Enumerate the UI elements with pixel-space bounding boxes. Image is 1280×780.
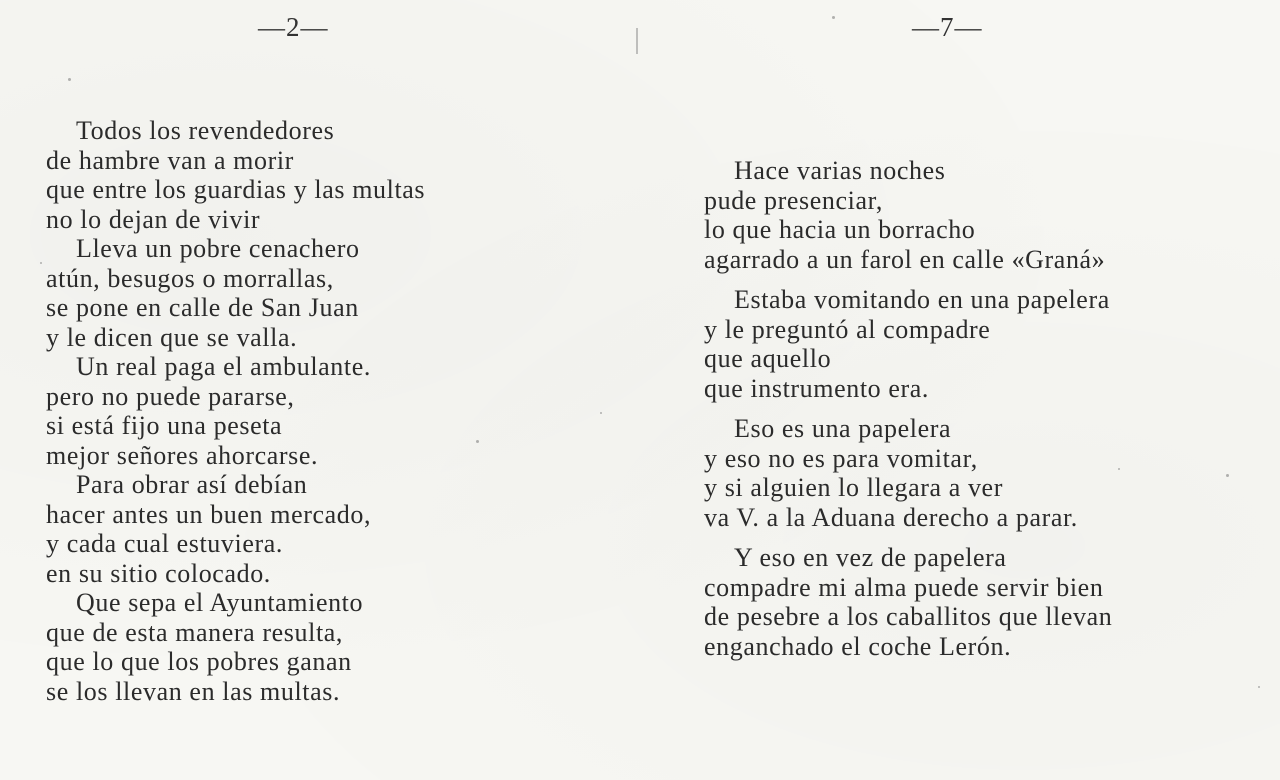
poem-line: que lo que los pobres ganan <box>46 647 352 676</box>
poem-line: se pone en calle de San Juan <box>46 293 359 322</box>
left-page-poem <box>46 116 425 706</box>
right-page-poem <box>704 156 1112 661</box>
poem-line: no lo dejan de vivir <box>46 204 261 234</box>
poem-line: que entre los guardias y las multas <box>46 175 426 204</box>
poem-line: hacer antes un buen mercado, <box>46 499 372 529</box>
fold-mark <box>636 28 638 54</box>
poem-line: si está fijo una peseta <box>46 411 283 440</box>
poem-line: y si alguien lo llegara a ver <box>704 473 1003 502</box>
poem-line: va V. a la Aduana derecho a parar. <box>704 502 1078 532</box>
poem-line: atún, besugos o morrallas, <box>46 263 334 293</box>
print-speck <box>1258 686 1260 688</box>
poem-line: Hace varias noches <box>734 156 946 185</box>
poem-line: Lleva un pobre cenachero <box>76 234 360 263</box>
print-speck <box>1226 474 1229 477</box>
print-speck <box>600 412 602 414</box>
poem-line: en su sitio colocado. <box>46 558 271 588</box>
poem-line: Un real paga el ambulante. <box>76 352 371 381</box>
poem-line: que instrumento era. <box>704 373 929 403</box>
poem-line: de pesebre a los caballitos que llevan <box>704 602 1113 631</box>
right-page-number: —7— <box>912 12 983 42</box>
print-speck <box>68 78 71 81</box>
print-speck <box>40 262 42 264</box>
poem-line: Eso es una papelera <box>734 414 952 443</box>
poem-line: de hambre van a morir <box>46 145 294 175</box>
poem-line: y le dicen que se valla. <box>46 322 298 352</box>
poem-line: compadre mi alma puede servir bien <box>704 572 1104 602</box>
poem-line: Todos los revendedores <box>76 116 335 145</box>
poem-line: y cada cual estuviera. <box>46 529 283 558</box>
poem-line: agarrado a un farol en calle «Graná» <box>704 244 1106 274</box>
poem-line: Estaba vomitando en una papelera <box>734 285 1110 314</box>
poem-line: pude presenciar, <box>704 185 883 215</box>
poem-line: mejor señores ahorcarse. <box>46 440 319 470</box>
poem-line: que aquello <box>704 344 832 373</box>
poem-line: que de esta manera resulta, <box>46 617 344 647</box>
poem-line: se los llevan en las multas. <box>46 676 341 706</box>
print-speck <box>1118 468 1120 470</box>
poem-line: y le preguntó al compadre <box>704 314 991 344</box>
poem-line: lo que hacia un borracho <box>704 215 976 244</box>
poem-line: enganchado el coche Lerón. <box>704 631 1012 661</box>
poem-line: pero no puede pararse, <box>46 381 295 411</box>
poem-line: Para obrar así debían <box>76 470 308 499</box>
print-speck <box>476 440 479 443</box>
poem-line: Que sepa el Ayuntamiento <box>76 588 364 617</box>
poem-line: Y eso en vez de papelera <box>734 543 1007 572</box>
poem-line: y eso no es para vomitar, <box>704 443 978 473</box>
print-speck <box>832 16 835 19</box>
left-page-number: —2— <box>258 12 329 42</box>
